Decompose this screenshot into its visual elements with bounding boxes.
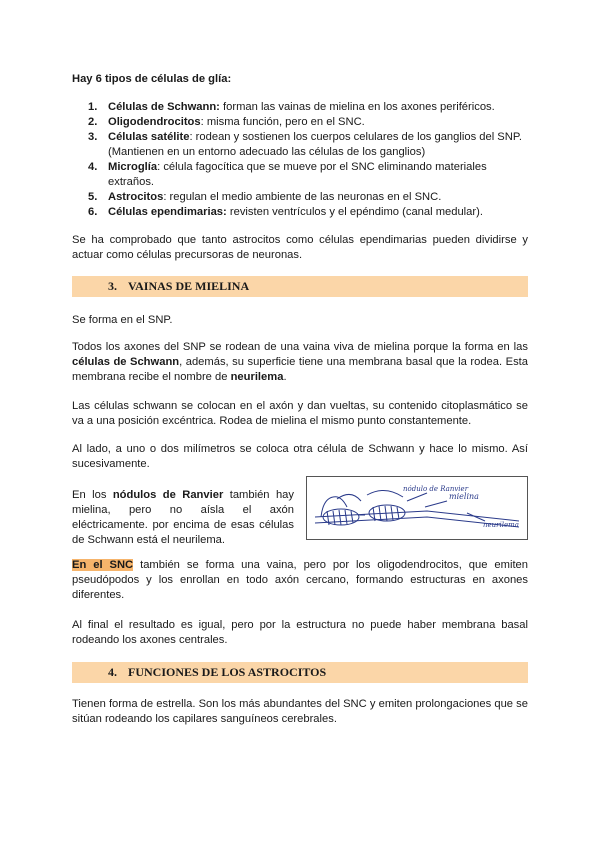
list-item: 4. Microglía: célula fagocítica que se mueve por el SNC eliminando materiales extraños. [88,161,487,188]
section-heading-myelin: 3. VAINAS DE MIELINA [72,276,528,297]
paragraph-result: Al final el resultado es igual, pero por la estructura no puede haber membrana basal rodeando los axones centrales. [72,619,528,646]
paragraph-sequence: Al lado, a uno o dos milímetros se coloca otra célula de Schwann y hace lo mismo. Así sucesivamente. [72,443,528,470]
list-item: 6. Células ependimarias: revisten ventrículos y el epéndimo (canal medular). [88,206,483,218]
section-heading-astrocytes: 4. FUNCIONES DE LOS ASTROCITOS [72,662,528,683]
paragraph-ranvier: En los nódulos de Ranvier también hay mielina, pero no aísla el axón eléctricamente. por encima de esas células de Schwann está el neurilema. [72,489,294,546]
label-mielina: mielina [449,492,479,501]
myelin-sketch-svg [307,477,527,539]
glia-types-list [72,100,528,220]
label-neurilema: neurilema [483,521,519,529]
paragraph-snp: Se forma en el SNP. [72,314,173,326]
paragraph-rolling: Las células schwann se colocan en el axón y dan vueltas, su contenido citoplasmático se va a una posición excéntrica. Rodea de mielina el mismo punto constantemente. [72,400,528,427]
myelin-sketch-figure [306,476,528,540]
label-nodulo: nódulo de Ranvier [403,485,469,493]
paragraph-astrocytes: Tienen forma de estrella. Son los más abundantes del SNC y emiten prolongaciones que se sitúan rodeando los capilares sanguíneos cerebrales. [72,698,528,725]
paragraph-schwann: Todos los axones del SNP se rodean de una vaina viva de mielina porque la forma en las células de Schwann, además, su superficie tiene una membrana basal que la rodea. Esta membrana recibe el nombre de neurilema. [72,341,529,383]
glia-name: Células ependimarias: [108,206,227,218]
glia-name: Células satélite [108,131,190,143]
list-item: 1. Células de Schwann: forman las vainas de mielina en los axones periféricos. [88,101,495,113]
glia-name: Células de Schwann: [108,101,220,113]
list-item: 2. Oligodendrocitos: misma función, pero en el SNC. [88,116,365,128]
list-item: 5. Astrocitos: regulan el medio ambiente de las neuronas en el SNC. [88,191,442,203]
list-item: 3. Células satélite: rodean y sostienen los cuerpos celulares de los ganglios del SNP. (Mantienen en un entorno adecuado las células de los ganglios) [88,131,522,158]
intro-title: Hay 6 tipos de células de glía: [72,73,232,85]
glia-name: Astrocitos [108,191,164,203]
glia-name: Oligodendrocitos [108,116,201,128]
division-paragraph: Se ha comprobado que tanto astrocitos como células ependimarias pueden dividirse y actuar como células precursoras de neuronas. [72,234,528,261]
paragraph-snc: En el SNC también se forma una vaina, pero por los oligodendrocitos, que emiten pseudópodos y los enrollan en todo axón cercano, formando estructuras en axones diferentes. [72,559,528,601]
glia-name: Microglía [108,161,158,173]
highlight-snc: En el SNC [72,559,134,571]
